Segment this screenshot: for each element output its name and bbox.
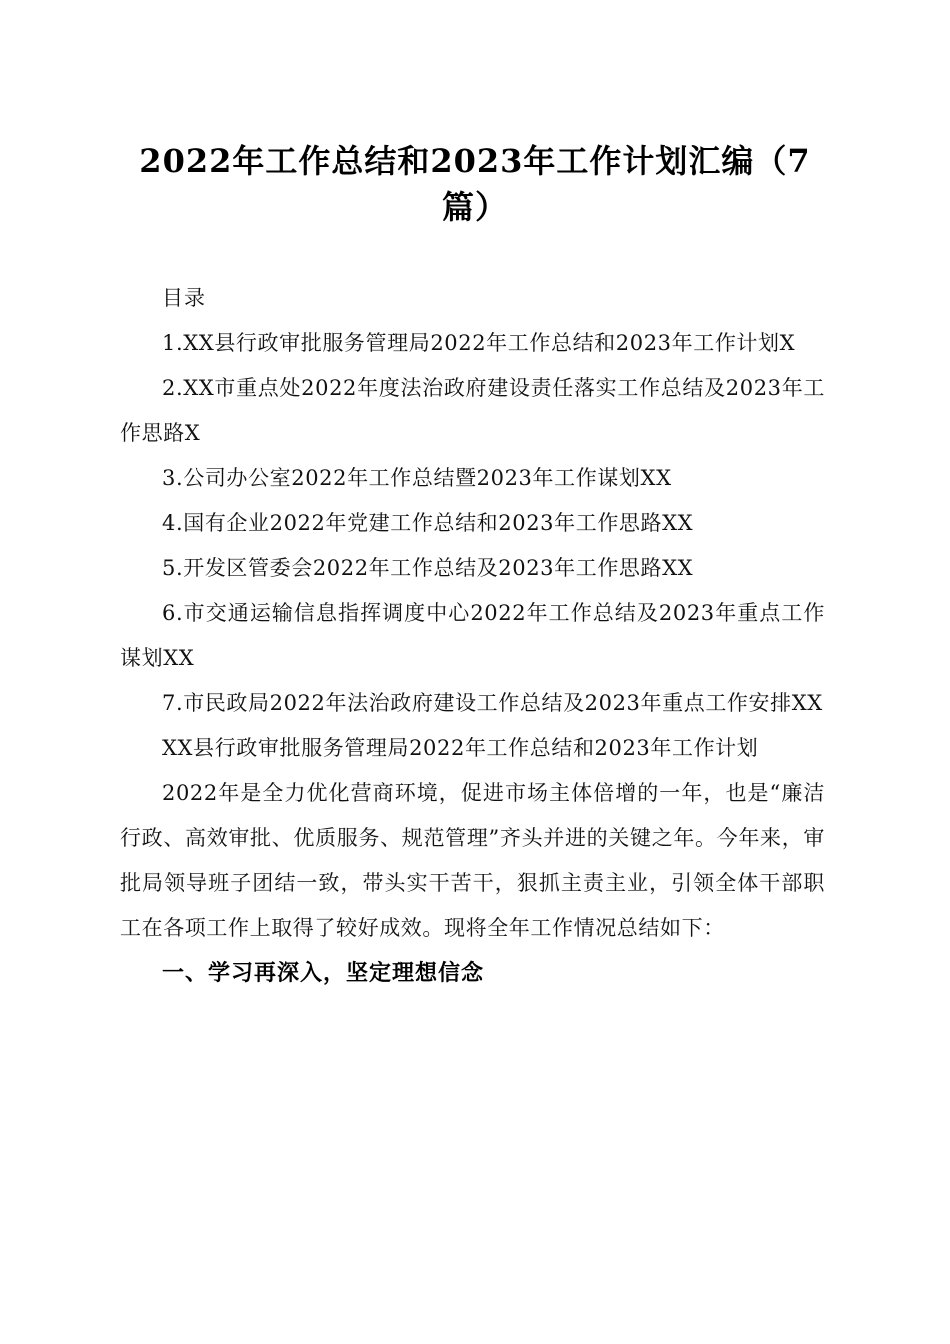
section-heading-1: 一、学习再深入，坚定理想信念 — [162, 961, 485, 986]
document-body — [120, 276, 825, 996]
toc-item-4: 4.国有企业2022年党建工作总结和2023年工作思路XX — [162, 511, 694, 535]
document-title: 2022年工作总结和2023年工作计划汇编（7篇） — [139, 142, 811, 226]
toc-item-6: 6.市交通运输信息指挥调度中心2022年工作总结及2023年重点工作谋划XX — [120, 601, 825, 670]
toc-item-1: 1.XX县行政审批服务管理局2022年工作总结和2023年工作计划X — [162, 331, 796, 355]
toc-item-3: 3.公司办公室2022年工作总结暨2023年工作谋划XX — [162, 466, 672, 490]
toc-heading: 目录 — [162, 286, 206, 310]
article-title: XX县行政审批服务管理局2022年工作总结和2023年工作计划 — [162, 736, 759, 760]
toc-item-5: 5.开发区管委会2022年工作总结及2023年工作思路XX — [162, 556, 694, 580]
toc-item-7: 7.市民政局2022年法治政府建设工作总结及2023年重点工作安排XX — [162, 691, 823, 715]
article-intro-paragraph: 2022年是全力优化营商环境，促进市场主体倍增的一年，也是“廉洁行政、高效审批、优质服务、规范管理”齐头并进的关键之年。今年来，审批局领导班子团结一致，带头实干苦干，狠抓主责主业，引领全体干部职工在各项工作上取得了较好成效。现将全年工作情况总结如下： — [120, 781, 825, 940]
toc-item-2: 2.XX市重点处2022年度法治政府建设责任落实工作总结及2023年工作思路X — [120, 376, 825, 445]
